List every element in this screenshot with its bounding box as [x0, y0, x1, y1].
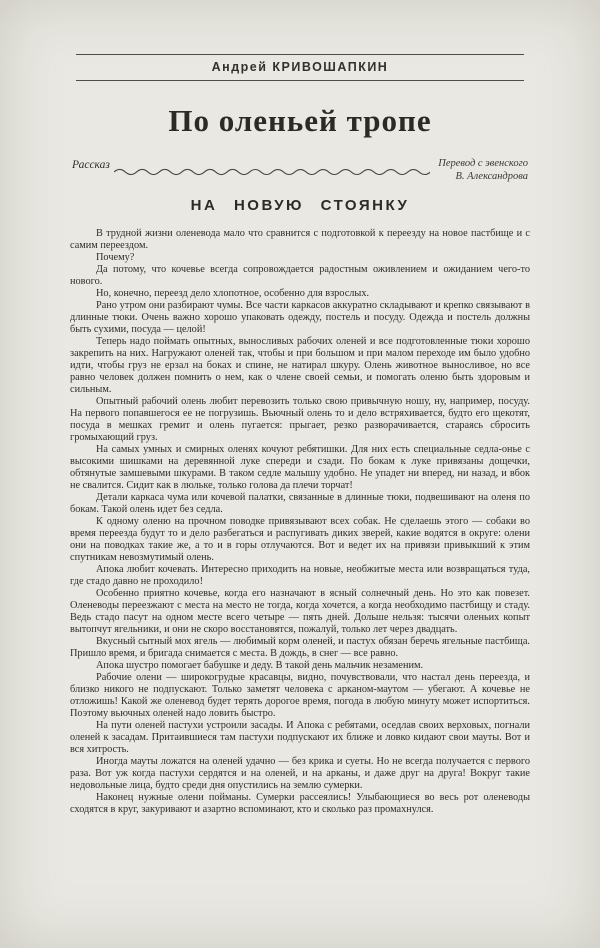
- translator-line-2: В. Александрова: [455, 171, 528, 182]
- chapter-heading: НА НОВУЮ СТОЯНКУ: [190, 197, 410, 214]
- paragraph: Апока шустро помогает бабушке и деду. В такой день мальчик незаменим.: [96, 660, 424, 671]
- translator-note: [438, 157, 528, 183]
- story-body: [70, 228, 530, 816]
- paragraph: Детали каркаса чума или кочевой палатки, связанные в длинные тюки, подвешивают на оленя по бокам. Такой олень идет без седла.: [70, 492, 530, 515]
- paragraph: В трудной жизни оленевода мало что сравнится с подготовкой к переезду на новое пастбище и с самим переездом.: [70, 228, 530, 251]
- paragraph: Рано утром они разбирают чумы. Все части каркасов аккуратно складывают и крепко связывают в длинные тюки. Очень важно хорошо упаковать одежду, постель и посуду. Одежда и постель должны быть сухими, посуда — целой!: [70, 300, 530, 335]
- paragraph: К одному оленю на прочном поводке привязывают всех собак. Не сделаешь этого — собаки во время переезда будут то и дело разбегаться и распугивать диких зверей, какие водятся в округе: олени они на поводках такие же, а то и в горы отлучаются. Вот и ведет их на привязи привыкший к этим спутникам невозмутимый олень.: [70, 516, 530, 563]
- paragraph: Наконец нужные олени пойманы. Сумерки рассеялись! Улыбающиеся во весь рот оленеводы сходятся в круг, закуривают и азартно вспоминают, кто и сколько раз промахнулся.: [70, 792, 530, 815]
- paragraph: Рабочие олени — широкогрудые красавцы, видно, почувствовали, что настал день переезда, и близко никого не подпускают. Только заметят человека с арканом-маутом — убегают. А кочевье не отложишь! Какой же оленевод будет терять дорогое время, погода в любую минуту может испортиться. Поэтому вьючных оленей надо ловить быстро.: [70, 672, 530, 719]
- subtitle-row: [72, 157, 528, 183]
- paragraph: Да потому, что кочевье всегда сопровождается радостным оживлением и ожиданием чего-то нового.: [70, 264, 530, 287]
- paragraph: Особенно приятно кочевье, когда его назначают в ясный солнечный день. Но это как повезет. Оленеводы переезжают с места на место не тогда, когда хочется, а когда необходимо пастбищу и стаду. Ведь стадо пасут на одном месте всего четыре — пять дней. Дольше нельзя: тысячи оленьих копыт вытопчут ягельники, и они не скоро восстановятся, пожалуй, только лет через двадцать.: [70, 588, 530, 635]
- paragraph: Апока любит кочевать. Интересно приходить на новые, необжитые места или возвращаться туда, где стадо давно не проходило!: [70, 564, 530, 587]
- paragraph: На пути оленей пастухи устроили засады. И Апока с ребятами, оседлав своих верховых, погнали оленей к засадам. Притаившиеся там пастухи подпускают их ближе и ловко кидают свои мауты. Вот и вся хитрость.: [70, 720, 530, 755]
- genre-label: Рассказ: [72, 159, 110, 171]
- paragraph: Почему?: [96, 252, 135, 263]
- paragraph: Теперь надо поймать опытных, выносливых рабочих оленей и все подготовленные тюки хорошо закрепить на них. Нагружают оленей так, чтобы и при большом и при малом переходе им было удобно идти, чтобы груз не ерзал на боках и спине, не натирал шкуру. Олень животное выносливое, но все равно человек должен помнить о нем, как о члене своей семьи, и помогать оленю быть здоровым и сильным.: [70, 336, 530, 395]
- author-name: Андрей КРИВОШАПКИН: [211, 60, 389, 74]
- paragraph: Вкусный сытный мох ягель — любимый корм оленей, и пастух обязан беречь ягельные пастбища. Пришло время, и бригада снимается с места. В дождь, в снег — все равно.: [70, 636, 530, 659]
- paragraph: Иногда мауты ложатся на оленей удачно — без крика и суеты. Но не всегда получается с первого раза. Вот уж когда пастухи сердятся и на оленей, и на арканы, и даже друг на друга! Вокруг такие недовольные лица, будто среди дня опустились на землю сумерки.: [70, 756, 530, 791]
- author-band: [76, 54, 524, 81]
- paragraph: Но, конечно, переезд дело хлопотное, особенно для взрослых.: [96, 288, 370, 299]
- translator-line-1: Перевод с эвенского: [438, 158, 528, 169]
- story-title: По оленьей тропе: [168, 103, 432, 138]
- paragraph: Опытный рабочий олень любит перевозить только свою привычную ношу, ну, например, посуду. На первого попавшегося ее не погрузишь. Вьючный олень то и дело встряхивается, будто его щекотят, посуда в мешках гремит и олень пугается: прыгает, резко разворачивается, стараясь сбросить громыхающий груз.: [70, 396, 530, 443]
- paragraph: На самых умных и смирных оленях кочуют ребятишки. Для них есть специальные седла-онье с высокими шишками на деревянной луке спереди и сзади. По бокам к луке привязаны дощечки, обтянутые замшевыми шкурами. В таком седле малышу удобно. Не упадет ни вперед, ни назад, и вбок не свалится. Сидит как в люльке, только голова да плечи торчат!: [70, 444, 530, 491]
- decorative-wave: [110, 157, 438, 181]
- author-underline-rule: [76, 80, 524, 81]
